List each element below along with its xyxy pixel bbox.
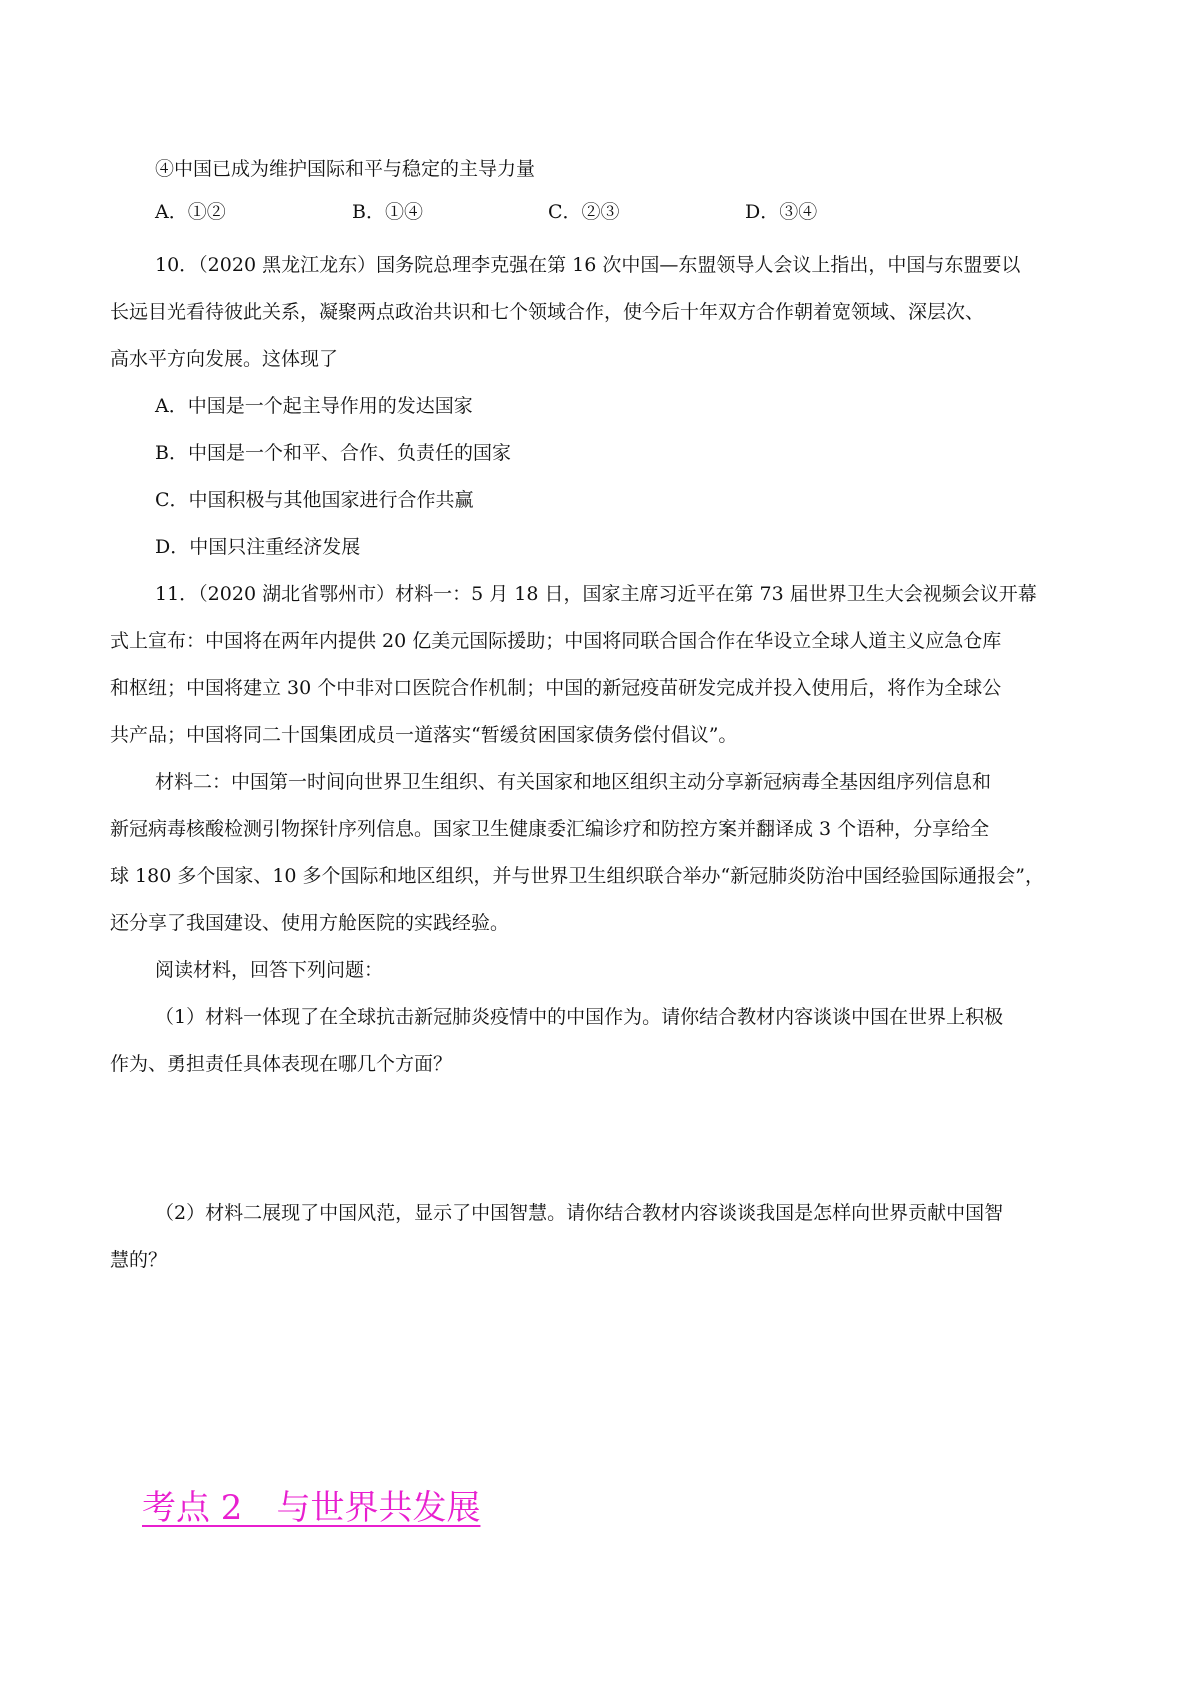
q10-option-d: D．中国只注重经济发展	[155, 536, 361, 558]
q11-sub1-line-1: （1）材料一体现了在全球抗击新冠肺炎疫情中的中国作为。请你结合教材内容谈谈中国在世界上积极	[155, 1006, 1004, 1028]
q11-material2-line-1: 材料二：中国第一时间向世界卫生组织、有关国家和地区组织主动分享新冠病毒全基因组序列信息和	[155, 771, 992, 793]
q11-material1-line-1: 11．（2020 湖北省鄂州市）材料一：5 月 18 日，国家主席习近平在第 73 届世界卫生大会视频会议开幕	[155, 583, 1037, 605]
q11-sub2-line-2: 慧的？	[110, 1249, 168, 1271]
q11-sub1-line-2: 作为、勇担责任具体表现在哪几个方面？	[110, 1053, 453, 1075]
q11-material1-line-2: 式上宣布：中国将在两年内提供 20 亿美元国际援助；中国将同联合国合作在华设立全球人道主义应急仓库	[110, 630, 1002, 652]
q10-stem-line-2: 长远目光看待彼此关系，凝聚两点政治共识和七个领域合作，使今后十年双方合作朝着宽领域、深层次、	[110, 301, 985, 323]
q9-item-4: ④中国已成为维护国际和平与稳定的主导力量	[155, 158, 536, 180]
q9-option-c: C．②③	[548, 201, 620, 223]
q10-option-a: A．中国是一个起主导作用的发达国家	[155, 395, 473, 417]
q10-option-c: C．中国积极与其他国家进行合作共赢	[155, 489, 474, 511]
q9-option-a: A．①②	[155, 201, 226, 223]
q11-prompt: 阅读材料，回答下列问题：	[155, 959, 384, 981]
q11-material2-line-2: 新冠病毒核酸检测引物探针序列信息。国家卫生健康委汇编诊疗和防控方案并翻译成 3 个语种，分享给全	[110, 818, 990, 840]
q10-stem-line-3: 高水平方向发展。这体现了	[110, 348, 339, 370]
q9-option-b: B．①④	[352, 201, 423, 223]
q11-material1-line-4: 共产品；中国将同二十国集团成员一道落实“暂缓贫困国家债务偿付倡议”。	[110, 724, 738, 746]
section-heading: 考点 2 与世界共发展	[142, 1488, 481, 1528]
q11-material2-line-3: 球 180 多个国家、10 多个国际和地区组织，并与世界卫生组织联合举办“新冠肺炎防治中国经验国际通报会”，	[110, 865, 1044, 887]
q11-material1-line-3: 和枢纽；中国将建立 30 个中非对口医院合作机制；中国的新冠疫苗研发完成并投入使用后，将作为全球公	[110, 677, 1002, 699]
q10-option-b: B．中国是一个和平、合作、负责任的国家	[155, 442, 511, 464]
q10-stem-line-1: 10．（2020 黑龙江龙东）国务院总理李克强在第 16 次中国—东盟领导人会议上指出，中国与东盟要以	[155, 254, 1021, 276]
q9-option-d: D．③④	[745, 201, 818, 223]
q11-sub2-line-1: （2）材料二展现了中国风范，显示了中国智慧。请你结合教材内容谈谈我国是怎样向世界贡献中国智	[155, 1202, 1004, 1224]
q11-material2-line-4: 还分享了我国建设、使用方舱医院的实践经验。	[110, 912, 510, 934]
